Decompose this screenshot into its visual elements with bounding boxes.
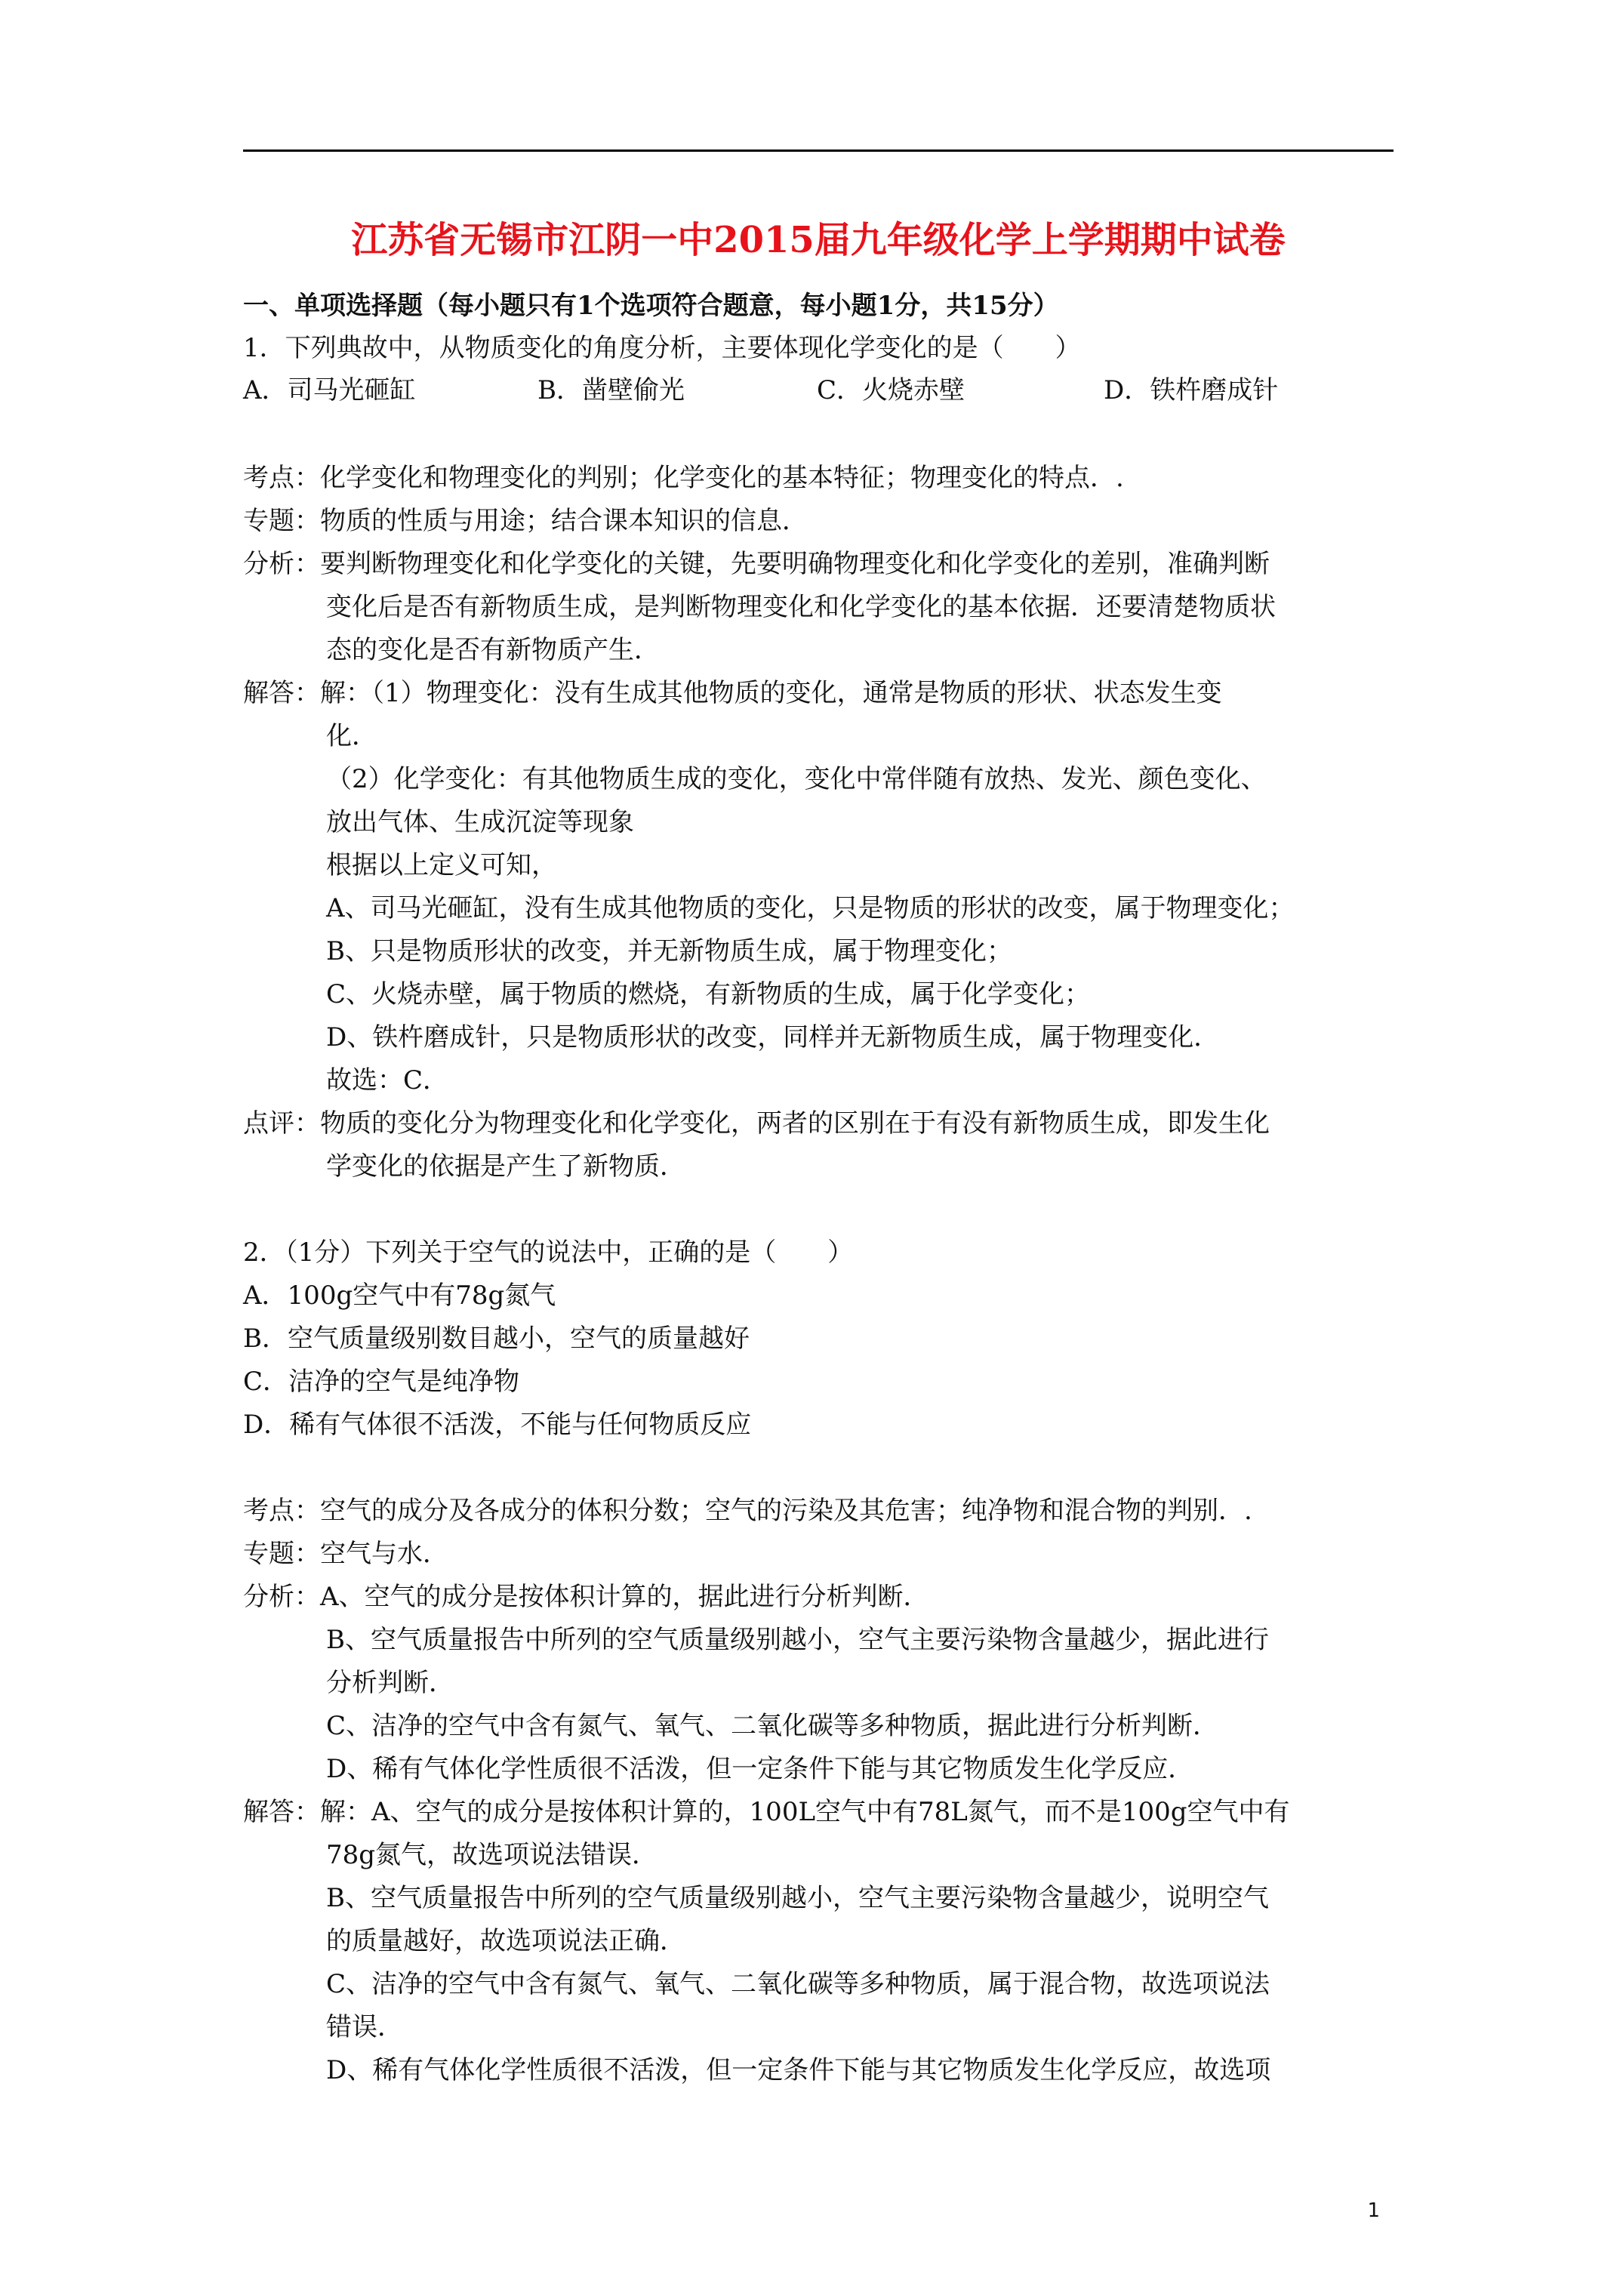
q1-jieda-line: 根据以上定义可知， [326, 850, 557, 880]
q2-jieda-line: B、空气质量报告中所列的空气质量级别越小，空气主要污染物含量越少，说明空气 [326, 1883, 1269, 1913]
q2-jieda-line: 78g氮气，故选项说法错误． [326, 1840, 658, 1870]
q1-option-d: D．铁杵磨成针 [1104, 375, 1279, 405]
q1-jieda-line: D、铁杵磨成针，只是物质形状的改变，同样并无新物质生成，属于物理变化． [326, 1022, 1220, 1052]
q1-fenxi-line: 态的变化是否有新物质产生． [326, 635, 660, 665]
header-rule [243, 149, 1394, 152]
q1-jieda-line: C、火烧赤壁，属于物质的燃烧，有新物质的生成，属于化学变化； [326, 979, 1091, 1009]
q1-jieda-line: （2）化学变化：有其他物质生成的变化，变化中常伴随有放热、发光、颜色变化、 [326, 764, 1267, 794]
q1-options [243, 373, 1394, 408]
q1-dianping-line: 点评：物质的变化分为物理变化和化学变化，两者的区别在于有没有新物质生成，即发生化 [243, 1108, 1270, 1139]
q2-option-d: D．稀有气体很不活泼，不能与任何物质反应 [243, 1410, 752, 1440]
page-number: 1 [1367, 2199, 1380, 2222]
q1-jieda-line: A、司马光砸缸，没有生成其他物质的变化，只是物质的形状的改变，属于物理变化； [326, 893, 1295, 923]
q2-jieda-line: 错误． [326, 2012, 403, 2042]
q1-kaodian: 考点：化学变化和物理变化的判别；化学变化的基本特征；物理变化的特点．. [243, 463, 1124, 493]
q2-fenxi-line: B、空气质量报告中所列的空气质量级别越小，空气主要污染物含量越少，据此进行 [326, 1625, 1269, 1655]
q2-fenxi-line: 分析：A、空气的成分是按体积计算的，据此进行分析判断． [243, 1582, 929, 1612]
q1-jieda-line: 解答：解：（1）物理变化：没有生成其他物质的变化，通常是物质的形状、状态发生变 [243, 678, 1222, 708]
q1-jieda-line: 化． [326, 721, 377, 751]
section-heading: 一、单项选择题（每小题只有1个选项符合题意，每小题1分，共15分） [243, 291, 1059, 321]
q1-option-a: A．司马光砸缸 [243, 375, 416, 405]
q2-jieda-line: 的质量越好，故选项说法正确． [326, 1926, 685, 1956]
q2-option-b: B．空气质量级别数目越小，空气的质量越好 [243, 1324, 750, 1354]
q2-option-c: C．洁净的空气是纯净物 [243, 1367, 520, 1397]
q1-option-c: C．火烧赤壁 [817, 375, 965, 405]
q2-jieda-line: D、稀有气体化学性质很不活泼，但一定条件下能与其它物质发生化学反应，故选项 [326, 2055, 1271, 2085]
q1-stem: 1．下列典故中，从物质变化的角度分析，主要体现化学变化的是（ ） [243, 333, 1081, 363]
q1-jieda-line: B、只是物质形状的改变，并无新物质生成，属于物理变化； [326, 936, 1012, 966]
q2-zhuanti: 专题：空气与水． [243, 1539, 448, 1569]
q2-kaodian: 考点：空气的成分及各成分的体积分数；空气的污染及其危害；纯净物和混合物的判别．. [243, 1496, 1252, 1526]
q1-jieda-line: 放出气体、生成沉淀等现象 [326, 807, 634, 837]
q2-option-a: A．100g空气中有78g氮气 [243, 1281, 556, 1311]
q1-fenxi-line: 变化后是否有新物质生成，是判断物理变化和化学变化的基本依据．还要清楚物质状 [326, 592, 1276, 622]
q2-fenxi-line: 分析判断． [326, 1668, 454, 1698]
page-title: 江苏省无锡市江阴一中2015届九年级化学上学期期中试卷 [351, 219, 1286, 261]
q2-jieda-line: C、洁净的空气中含有氮气、氧气、二氧化碳等多种物质，属于混合物，故选项说法 [326, 1969, 1270, 1999]
q1-zhuanti: 专题：物质的性质与用途；结合课本知识的信息． [243, 506, 808, 536]
q1-fenxi-line: 分析：要判断物理变化和化学变化的关键，先要明确物理变化和化学变化的差别，准确判断 [243, 549, 1270, 579]
q2-jieda-line: 解答：解：A、空气的成分是按体积计算的，100L空气中有78L氮气，而不是100g空气中有 [243, 1797, 1290, 1827]
q2-fenxi-line: C、洁净的空气中含有氮气、氧气、二氧化碳等多种物质，据此进行分析判断． [326, 1711, 1219, 1741]
q1-jieda-line: 故选：C． [326, 1065, 449, 1096]
q2-stem: 2．（1分）下列关于空气的说法中，正确的是（ ） [243, 1237, 854, 1268]
q1-option-b: B．凿壁偷光 [537, 375, 685, 405]
q1-dianping-line: 学变化的依据是产生了新物质． [326, 1151, 685, 1182]
q2-fenxi-line: D、稀有气体化学性质很不活泼，但一定条件下能与其它物质发生化学反应． [326, 1754, 1194, 1784]
